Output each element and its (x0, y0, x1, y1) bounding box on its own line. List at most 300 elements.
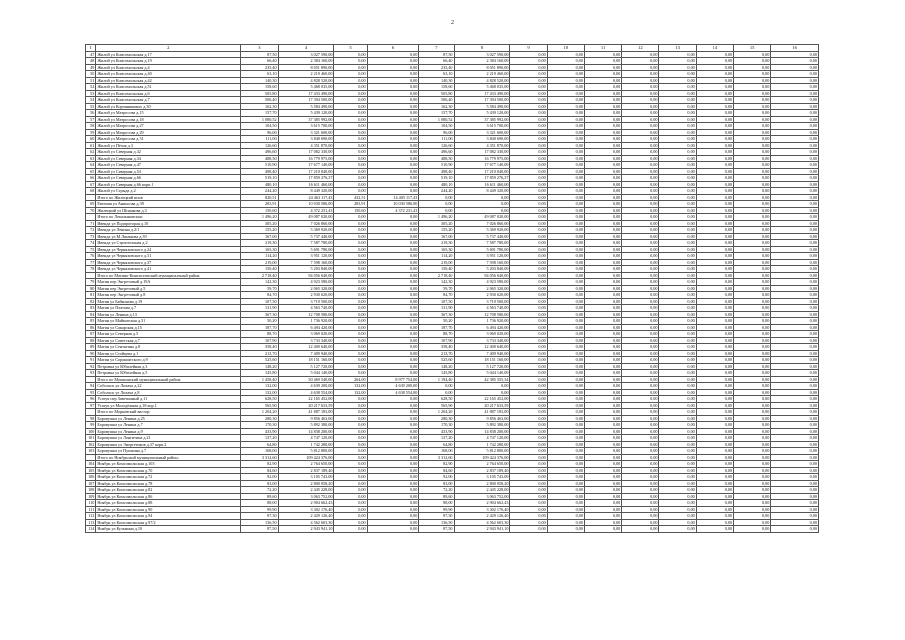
value-cell: 0,00 (771, 103, 819, 110)
value-cell: 0,00 (334, 129, 367, 136)
value-cell: 1 496,20 (241, 214, 278, 221)
value-cell: 283,91 (334, 201, 367, 208)
value-cell: 244,20 (419, 188, 454, 195)
value-cell: 0,00 (547, 292, 584, 299)
value-cell: 0,00 (696, 337, 733, 344)
value-cell: 0,00 (622, 513, 659, 520)
value-cell: 0,00 (367, 84, 419, 91)
value-cell: 0,00 (367, 513, 419, 520)
value-cell: 17 394 500,00 (454, 97, 510, 104)
value-cell: 0,00 (367, 519, 419, 526)
value-cell: 0,00 (547, 285, 584, 292)
value-cell: 2 800 058,20 (278, 480, 334, 487)
column-number-header: 8 (454, 45, 510, 52)
value-cell: 16 611 460,00 (454, 181, 510, 188)
value-cell: 4 638 554,00 (278, 389, 334, 396)
value-cell: 5 044 140,00 (278, 370, 334, 377)
row-number-cell: 61 (86, 142, 96, 149)
value-cell: 114,20 (241, 253, 278, 260)
object-name-cell: Жилой ул Комсомольская д.42 (96, 77, 241, 84)
value-cell: 0,00 (696, 266, 733, 273)
value-cell: 0,00 (547, 350, 584, 357)
value-cell: 0,00 (659, 155, 696, 162)
value-cell: 0,00 (334, 227, 367, 234)
object-name-cell: Жилой ул Комсомольская д.4 (96, 64, 241, 71)
value-cell: 0,00 (622, 292, 659, 299)
value-cell: 0,00 (659, 363, 696, 370)
value-cell: 0,00 (771, 396, 819, 403)
object-name-cell: Усатук ул Молодёжная д.18 кор.1 (96, 402, 241, 409)
value-cell: 0,00 (510, 142, 547, 149)
object-name-cell: Жилой ул Комсомольская д.19 (96, 58, 241, 65)
value-cell: 628,50 (241, 396, 278, 403)
value-cell: 132,00 (334, 383, 367, 390)
value-cell: 0,00 (584, 214, 621, 221)
value-cell: 3 733 340,00 (454, 337, 510, 344)
value-cell: 0,00 (622, 103, 659, 110)
value-cell: 0,00 (547, 474, 584, 481)
value-cell: 0,00 (771, 162, 819, 169)
value-cell: 0,00 (659, 500, 696, 507)
value-cell: 0,00 (510, 324, 547, 331)
value-cell: 0,00 (510, 155, 547, 162)
row-number-cell: 75 (86, 246, 96, 253)
value-cell: 0,00 (622, 188, 659, 195)
object-name-cell: Магин ул Советская д.7 (96, 337, 241, 344)
value-cell: 0,00 (771, 363, 819, 370)
value-cell: 0,00 (510, 415, 547, 422)
value-cell: 0,00 (696, 422, 733, 429)
value-cell: 0,00 (367, 272, 419, 279)
value-cell: 0,00 (510, 259, 547, 266)
value-cell: 4 923 580,00 (454, 279, 510, 286)
value-cell: 0,00 (696, 357, 733, 364)
value-cell: 4 747 120,00 (454, 435, 510, 442)
value-cell: 2 384 160,00 (454, 58, 510, 65)
value-cell: 7 026 860,00 (454, 220, 510, 227)
value-cell: 0,00 (510, 389, 547, 396)
value-cell: 0,00 (334, 142, 367, 149)
value-cell: 2 904 662,43 (278, 500, 334, 507)
value-cell: 0,00 (622, 149, 659, 156)
value-cell: 0,00 (584, 298, 621, 305)
value-cell: 0,00 (622, 240, 659, 247)
value-cell: 0,00 (584, 77, 621, 84)
value-cell: 0,00 (510, 305, 547, 312)
value-cell: 0,00 (734, 110, 771, 117)
value-cell: 0,00 (367, 357, 419, 364)
value-cell: 17 394 500,00 (278, 97, 334, 104)
value-cell: 235,40 (419, 64, 454, 71)
value-cell: 0,00 (367, 116, 419, 123)
object-name-cell: Жилой ул Матросова д.29 (96, 129, 241, 136)
value-cell: 0,00 (510, 129, 547, 136)
value-cell: 219,30 (241, 240, 278, 247)
value-cell: 0,00 (696, 116, 733, 123)
value-cell: 367,30 (419, 311, 454, 318)
value-cell: 0,00 (622, 350, 659, 357)
value-cell: 0,00 (510, 279, 547, 286)
object-name-cell: Ивенда ул М.Линькова д.39 (96, 233, 241, 240)
value-cell: 0,00 (622, 526, 659, 533)
object-name-cell: Ноябрь ул Комсомольская д.103 (96, 461, 241, 468)
value-cell: 82,90 (241, 461, 278, 468)
value-cell: 0,00 (584, 370, 621, 377)
value-cell: 4 562 603,30 (278, 519, 334, 526)
value-cell: 126,60 (241, 142, 278, 149)
value-cell: 0,00 (367, 500, 419, 507)
value-cell: 0,00 (696, 51, 733, 58)
value-cell: 8 449 320,00 (454, 188, 510, 195)
value-cell: 3 027 590,00 (454, 51, 510, 58)
value-cell: 3 321 600,00 (454, 129, 510, 136)
value-cell: 0,00 (696, 467, 733, 474)
value-cell: 87,50 (241, 51, 278, 58)
value-cell: 0,00 (547, 97, 584, 104)
value-cell: 0,00 (510, 71, 547, 78)
value-cell: 107,90 (419, 337, 454, 344)
row-number-cell: 47 (86, 51, 96, 58)
row-number-cell: 70 (86, 207, 96, 214)
value-cell: 0,00 (367, 344, 419, 351)
value-cell: 496,60 (241, 149, 278, 156)
value-cell: 0,00 (659, 506, 696, 513)
value-cell: 2 837 189,40 (278, 467, 334, 474)
value-cell: 0,00 (696, 162, 733, 169)
value-cell: 0,00 (547, 123, 584, 130)
value-cell: 0,00 (510, 64, 547, 71)
value-cell: 213,70 (241, 350, 278, 357)
value-cell: 96,00 (419, 129, 454, 136)
value-cell: 5 892 380,00 (454, 422, 510, 429)
object-name-cell: Ноябрь ул Комсомольская д.88 (96, 500, 241, 507)
value-cell: 0,00 (584, 116, 621, 123)
value-cell: 0,00 (734, 448, 771, 455)
value-cell: 0,00 (734, 142, 771, 149)
value-cell: 111,00 (241, 136, 278, 143)
value-cell: 1 080,52 (419, 116, 454, 123)
value-cell: 0,00 (547, 64, 584, 71)
value-cell: 0,00 (622, 298, 659, 305)
value-cell: 0,00 (734, 337, 771, 344)
value-cell: 0,00 (547, 253, 584, 260)
value-cell: 0,00 (547, 71, 584, 78)
row-number-cell: 62 (86, 149, 96, 156)
value-cell: 150,40 (241, 266, 278, 273)
value-cell: 0,00 (622, 344, 659, 351)
value-cell: 0,00 (367, 363, 419, 370)
value-cell: 0,00 (584, 227, 621, 234)
object-name-cell: Магин пер Энгретовый д.19А (96, 279, 241, 286)
value-cell: 0,00 (584, 428, 621, 435)
value-cell: 155,20 (419, 227, 454, 234)
value-cell: 1 736 920,00 (278, 318, 334, 325)
value-cell: 0,00 (584, 409, 621, 416)
row-number-cell: 66 (86, 175, 96, 182)
value-cell: 0,00 (547, 201, 584, 208)
value-cell: 0,00 (659, 240, 696, 247)
value-cell: 0,00 (659, 467, 696, 474)
column-number-header: 11 (584, 45, 621, 52)
value-cell: 0,00 (696, 220, 733, 227)
value-cell: 0,00 (659, 318, 696, 325)
value-cell: 0,00 (771, 64, 819, 71)
value-cell: 5 468 035,00 (454, 84, 510, 91)
value-cell: 0,00 (659, 129, 696, 136)
value-cell: 64,80 (419, 441, 454, 448)
value-cell: 0,00 (696, 188, 733, 195)
value-cell: 0,00 (547, 51, 584, 58)
value-cell: 0,00 (771, 454, 819, 461)
row-number-cell: 83 (86, 305, 96, 312)
value-cell: 0,00 (696, 428, 733, 435)
value-cell: 0,00 (367, 298, 419, 305)
value-cell: 0,00 (334, 240, 367, 247)
value-cell: 0,00 (367, 428, 419, 435)
value-cell: 0,00 (367, 441, 419, 448)
value-cell: 92,00 (241, 474, 278, 481)
value-cell: 0,00 (584, 149, 621, 156)
row-number-cell: 54 (86, 97, 96, 104)
value-cell: 0,00 (334, 90, 367, 97)
value-cell: 0,00 (547, 337, 584, 344)
value-cell: 5 584 490,00 (278, 103, 334, 110)
value-cell: 0,00 (622, 500, 659, 507)
value-cell: 158,60 (419, 84, 454, 91)
value-cell: 0,00 (771, 207, 819, 214)
value-cell: 0,00 (622, 227, 659, 234)
value-cell: 0,00 (510, 253, 547, 260)
value-cell: 0,00 (622, 311, 659, 318)
value-cell: 0,00 (659, 454, 696, 461)
value-cell: 0,00 (771, 175, 819, 182)
value-cell: 0,00 (659, 279, 696, 286)
value-cell: 0,00 (622, 246, 659, 253)
value-cell: 4 372 231,43 (367, 207, 419, 214)
value-cell: 0,00 (454, 201, 510, 208)
row-number-cell: 51 (86, 77, 96, 84)
row-number-cell: 94 (86, 383, 96, 390)
value-cell: 0,00 (696, 402, 733, 409)
value-cell: 0,00 (510, 116, 547, 123)
value-cell: 0,00 (659, 201, 696, 208)
value-cell: 0,00 (734, 266, 771, 273)
value-cell: 0,00 (622, 58, 659, 65)
value-cell: 0,00 (334, 402, 367, 409)
value-cell: 0,00 (367, 324, 419, 331)
value-cell: 0,00 (547, 324, 584, 331)
value-cell: 0,00 (367, 396, 419, 403)
value-cell: 0,00 (659, 344, 696, 351)
value-cell: 0,00 (334, 318, 367, 325)
value-cell: 2 943 941,10 (278, 526, 334, 533)
object-name-cell: Ивенда ул Черняховского д.37 (96, 259, 241, 266)
value-cell: 72,20 (419, 487, 454, 494)
value-cell: 0,00 (547, 181, 584, 188)
value-cell: 0,00 (334, 168, 367, 175)
value-cell: 0,00 (584, 240, 621, 247)
object-name-cell: Ноябрь ул Комсомольская д.72 (96, 474, 241, 481)
value-cell: 0,00 (367, 110, 419, 117)
value-cell: 0,00 (734, 331, 771, 338)
value-cell: 0,00 (622, 155, 659, 162)
value-cell: 0,00 (584, 207, 621, 214)
value-cell: 24 463 117,43 (278, 194, 334, 201)
value-cell: 0,00 (659, 298, 696, 305)
value-cell: 0,00 (334, 253, 367, 260)
value-cell: 0,00 (334, 188, 367, 195)
value-cell: 0,00 (659, 71, 696, 78)
value-cell: 0,00 (367, 474, 419, 481)
value-cell: 2 800 058,20 (454, 480, 510, 487)
value-cell: 0,00 (771, 383, 819, 390)
value-cell: 17 433 490,00 (278, 90, 334, 97)
value-cell: 0,00 (659, 51, 696, 58)
value-cell: 0,00 (510, 246, 547, 253)
value-cell: 0,00 (659, 461, 696, 468)
value-cell: 0,00 (696, 227, 733, 234)
value-cell: 0,00 (771, 149, 819, 156)
value-cell: 0,00 (547, 227, 584, 234)
value-cell: 0,00 (734, 233, 771, 240)
value-cell: 0,00 (771, 350, 819, 357)
value-cell: 0,00 (510, 318, 547, 325)
value-cell: 0,00 (547, 513, 584, 520)
value-cell: 0,00 (771, 155, 819, 162)
value-cell: 0,00 (771, 84, 819, 91)
value-cell: 0,00 (622, 64, 659, 71)
value-cell: 0,00 (622, 279, 659, 286)
value-cell: 0,00 (510, 188, 547, 195)
value-cell: 0,00 (547, 454, 584, 461)
value-cell: 5 737 440,00 (454, 233, 510, 240)
value-cell: 0,00 (696, 311, 733, 318)
value-cell: 0,00 (622, 506, 659, 513)
value-cell: 17 859 276,37 (278, 175, 334, 182)
row-number-cell: 57 (86, 116, 96, 123)
value-cell: 0,00 (334, 259, 367, 266)
value-cell: 510,90 (241, 162, 278, 169)
object-name-cell: Жилой ул Корчиниковых д.30 (96, 103, 241, 110)
value-cell: 0,00 (734, 493, 771, 500)
value-cell: 0,00 (510, 201, 547, 208)
object-name-cell: Ноябрь ул Комсомольская д.70 (96, 467, 241, 474)
value-cell: 0,00 (334, 344, 367, 351)
value-cell: 0,00 (584, 168, 621, 175)
value-cell: 0,00 (771, 246, 819, 253)
value-cell: 505,80 (241, 90, 278, 97)
column-number-header: 3 (241, 45, 278, 52)
value-cell: 0,00 (367, 292, 419, 299)
value-cell: 8 051 890,00 (454, 64, 510, 71)
value-cell: 0,00 (584, 350, 621, 357)
value-cell: 2 219 460,00 (454, 71, 510, 78)
row-number-cell: 69 (86, 201, 96, 208)
value-cell: 5 691 780,00 (278, 246, 334, 253)
row-number-cell: 59 (86, 129, 96, 136)
value-cell: 0,00 (367, 246, 419, 253)
value-cell: 0,00 (510, 513, 547, 520)
row-number-cell: 90 (86, 350, 96, 357)
object-name-cell: Ноябрь ул Комсомольская д.90 (96, 506, 241, 513)
value-cell: 0,00 (547, 298, 584, 305)
value-cell: 0,00 (622, 90, 659, 97)
value-cell: 0,00 (659, 84, 696, 91)
value-cell: 525,60 (241, 357, 278, 364)
value-cell: 0,00 (771, 337, 819, 344)
value-cell: 142,30 (419, 279, 454, 286)
value-cell: 0,00 (622, 461, 659, 468)
row-number-cell: 103 (86, 448, 96, 455)
value-cell: 0,00 (584, 454, 621, 461)
value-cell: 49 087 020,00 (278, 214, 334, 221)
value-cell: 3 719 500,00 (454, 298, 510, 305)
row-number-cell: 82 (86, 298, 96, 305)
value-cell: 1 736 920,00 (454, 318, 510, 325)
value-cell: 264,00 (334, 376, 367, 383)
value-cell: 0,00 (659, 149, 696, 156)
value-cell: 0,00 (659, 207, 696, 214)
value-cell: 0,00 (584, 110, 621, 117)
value-cell: 0,00 (334, 422, 367, 429)
value-cell: 0,00 (510, 500, 547, 507)
object-name-cell: Жилой ул Северная д.66 (96, 175, 241, 182)
row-number-cell: 104 (86, 461, 96, 468)
value-cell: 0,00 (367, 402, 419, 409)
value-cell: 0,00 (547, 441, 584, 448)
value-cell: 0,00 (659, 97, 696, 104)
value-cell: 0,00 (659, 480, 696, 487)
value-cell: 0,00 (510, 337, 547, 344)
value-cell: 0,00 (734, 519, 771, 526)
value-cell: 10 030 586,00 (367, 201, 419, 208)
row-number-cell: 53 (86, 90, 96, 97)
row-number-cell: 97 (86, 402, 96, 409)
value-cell: 506,40 (419, 97, 454, 104)
value-cell: 0,00 (771, 110, 819, 117)
value-cell: 2 943 941,10 (454, 526, 510, 533)
value-cell: 0,00 (771, 467, 819, 474)
row-number-cell: 63 (86, 155, 96, 162)
value-cell: 0,00 (771, 292, 819, 299)
value-cell: 66,40 (241, 58, 278, 65)
value-cell: 0,00 (584, 441, 621, 448)
value-cell: 0,00 (367, 155, 419, 162)
value-cell: 0,00 (367, 467, 419, 474)
value-cell: 0,00 (771, 513, 819, 520)
value-cell: 0,00 (510, 454, 547, 461)
value-cell: 0,00 (334, 97, 367, 104)
value-cell: 2 764 650,00 (278, 461, 334, 468)
row-number-cell: 50 (86, 71, 96, 78)
value-cell: 0,00 (584, 129, 621, 136)
value-cell: 0,00 (622, 370, 659, 377)
value-cell: 87,50 (419, 526, 454, 533)
value-cell: 5 203 840,00 (454, 266, 510, 273)
value-cell: 0,00 (659, 220, 696, 227)
value-cell: 0,00 (584, 64, 621, 71)
value-cell: 283,91 (241, 201, 278, 208)
column-number-header: 9 (510, 45, 547, 52)
value-cell: 0,00 (622, 233, 659, 240)
value-cell: 0,00 (547, 415, 584, 422)
column-number-header: 5 (334, 45, 367, 52)
value-cell: 63,10 (419, 71, 454, 78)
value-cell: 5 892 380,00 (278, 422, 334, 429)
value-cell: 0,00 (584, 480, 621, 487)
value-cell: 0,00 (659, 396, 696, 403)
value-cell: 0,00 (334, 110, 367, 117)
